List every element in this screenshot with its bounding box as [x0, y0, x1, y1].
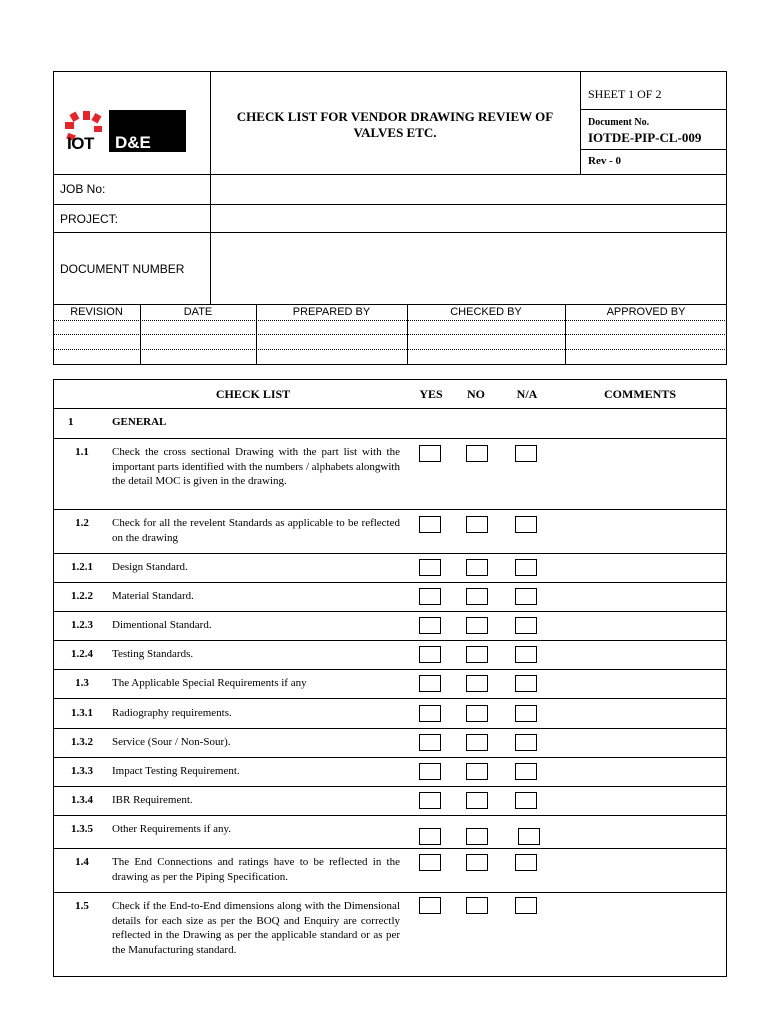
checklist-header: CHECK LIST: [215, 387, 291, 401]
item-text: Radiography requirements.: [112, 707, 232, 719]
item-text: Service (Sour / Non-Sour).: [112, 736, 231, 748]
yes-checkbox[interactable]: [419, 763, 441, 780]
yes-checkbox[interactable]: [419, 588, 441, 605]
sheet-number: SHEET 1 OF 2: [588, 87, 662, 101]
section-title: GENERAL: [112, 416, 167, 428]
no-checkbox[interactable]: [466, 559, 488, 576]
yes-checkbox[interactable]: [419, 734, 441, 751]
item-number: 1.2: [75, 517, 89, 529]
na-checkbox[interactable]: [515, 588, 537, 605]
item-number: 1.5: [75, 900, 89, 912]
prepared-by-header: PREPARED BY: [292, 306, 371, 318]
na-checkbox[interactable]: [515, 617, 537, 634]
item-number: 1.3: [75, 677, 89, 689]
na-checkbox[interactable]: [515, 854, 537, 871]
yes-checkbox[interactable]: [419, 559, 441, 576]
yes-checkbox[interactable]: [419, 516, 441, 533]
no-checkbox[interactable]: [466, 617, 488, 634]
item-number: 1.2.4: [71, 648, 93, 660]
project-label: PROJECT:: [60, 212, 119, 226]
company-logo: [63, 110, 186, 152]
item-text: The Applicable Special Requirements if any: [112, 677, 307, 689]
yes-checkbox[interactable]: [419, 675, 441, 692]
item-text: The End Connections and ratings have to be reflected in the drawing as per the Piping Specification.: [112, 856, 400, 883]
yes-checkbox[interactable]: [419, 854, 441, 871]
na-checkbox[interactable]: [515, 705, 537, 722]
item-text: Dimentional Standard.: [112, 619, 212, 631]
na-header: N/A: [516, 387, 538, 401]
checked-by-header: CHECKED BY: [450, 306, 522, 318]
na-checkbox[interactable]: [515, 559, 537, 576]
revision-number: Rev - 0: [588, 155, 621, 167]
na-checkbox[interactable]: [515, 675, 537, 692]
item-text: Impact Testing Requirement.: [112, 765, 240, 777]
no-checkbox[interactable]: [466, 516, 488, 533]
no-checkbox[interactable]: [466, 588, 488, 605]
item-text: Check for all the revelent Standards as applicable to be reflected on the drawing: [112, 517, 400, 544]
no-header: NO: [467, 387, 485, 401]
item-number: 1.3.2: [71, 736, 93, 748]
date-header: DATE: [183, 306, 213, 318]
item-number: 1.1: [75, 446, 89, 458]
yes-header: YES: [419, 387, 443, 401]
item-number: 1.2.2: [71, 590, 93, 602]
document-title-line2: VALVES ETC.: [353, 125, 437, 140]
no-checkbox[interactable]: [466, 897, 488, 914]
job-number-label: JOB No:: [60, 182, 106, 196]
item-number: 1.4: [75, 856, 89, 868]
na-checkbox[interactable]: [518, 828, 540, 845]
item-number: 1.3.5: [71, 823, 93, 835]
yes-checkbox[interactable]: [419, 705, 441, 722]
na-checkbox[interactable]: [515, 445, 537, 462]
na-checkbox[interactable]: [515, 516, 537, 533]
item-number: 1.2.1: [71, 561, 93, 573]
item-number: 1.3.1: [71, 707, 93, 719]
document-number-field-label: DOCUMENT NUMBER: [60, 262, 185, 276]
item-number: 1.3.4: [71, 794, 93, 806]
approved-by-header: APPROVED BY: [606, 306, 686, 318]
document-number-label: Document No.: [588, 117, 650, 128]
no-checkbox[interactable]: [466, 675, 488, 692]
na-checkbox[interactable]: [515, 646, 537, 663]
yes-checkbox[interactable]: [419, 646, 441, 663]
item-text: Other Requirements if any.: [112, 823, 232, 835]
yes-checkbox[interactable]: [419, 897, 441, 914]
na-checkbox[interactable]: [515, 734, 537, 751]
logo-mark: IOT: [67, 134, 94, 153]
document-number: IOTDE-PIP-CL-009: [588, 130, 702, 145]
no-checkbox[interactable]: [466, 646, 488, 663]
no-checkbox[interactable]: [466, 763, 488, 780]
comments-header: COMMENTS: [604, 387, 676, 401]
item-number: 1.3.3: [71, 765, 93, 777]
item-text: Check if the End-to-End dimensions along with the Dimensional details for each size as per the BOQ and Enquiry are correctly reflected in the Drawing as per the applicable standard or as per the Manufacturing standard.: [112, 900, 400, 956]
document-title-line1: CHECK LIST FOR VENDOR DRAWING REVIEW OF: [236, 109, 554, 124]
item-text: Check the cross sectional Drawing with the part list with the important parts identified with the numbers / alphabets alongwith the detail MOC is given in the drawing.: [112, 446, 400, 487]
item-text: IBR Requirement.: [112, 794, 193, 806]
na-checkbox[interactable]: [515, 897, 537, 914]
logo-suffix-box: [109, 110, 186, 152]
no-checkbox[interactable]: [466, 854, 488, 871]
yes-checkbox[interactable]: [419, 828, 441, 845]
item-text: Design Standard.: [112, 561, 188, 573]
yes-checkbox[interactable]: [419, 617, 441, 634]
na-checkbox[interactable]: [515, 792, 537, 809]
item-text: Testing Standards.: [112, 648, 194, 660]
item-number: 1.2.3: [71, 619, 93, 631]
logo-suffix: D&E: [115, 133, 151, 152]
no-checkbox[interactable]: [466, 792, 488, 809]
na-checkbox[interactable]: [515, 763, 537, 780]
no-checkbox[interactable]: [466, 445, 488, 462]
yes-checkbox[interactable]: [419, 792, 441, 809]
item-text: Material Standard.: [112, 590, 194, 602]
section-number: 1: [68, 416, 74, 428]
no-checkbox[interactable]: [466, 705, 488, 722]
yes-checkbox[interactable]: [419, 445, 441, 462]
no-checkbox[interactable]: [466, 734, 488, 751]
revision-header: REVISION: [70, 306, 123, 318]
no-checkbox[interactable]: [466, 828, 488, 845]
